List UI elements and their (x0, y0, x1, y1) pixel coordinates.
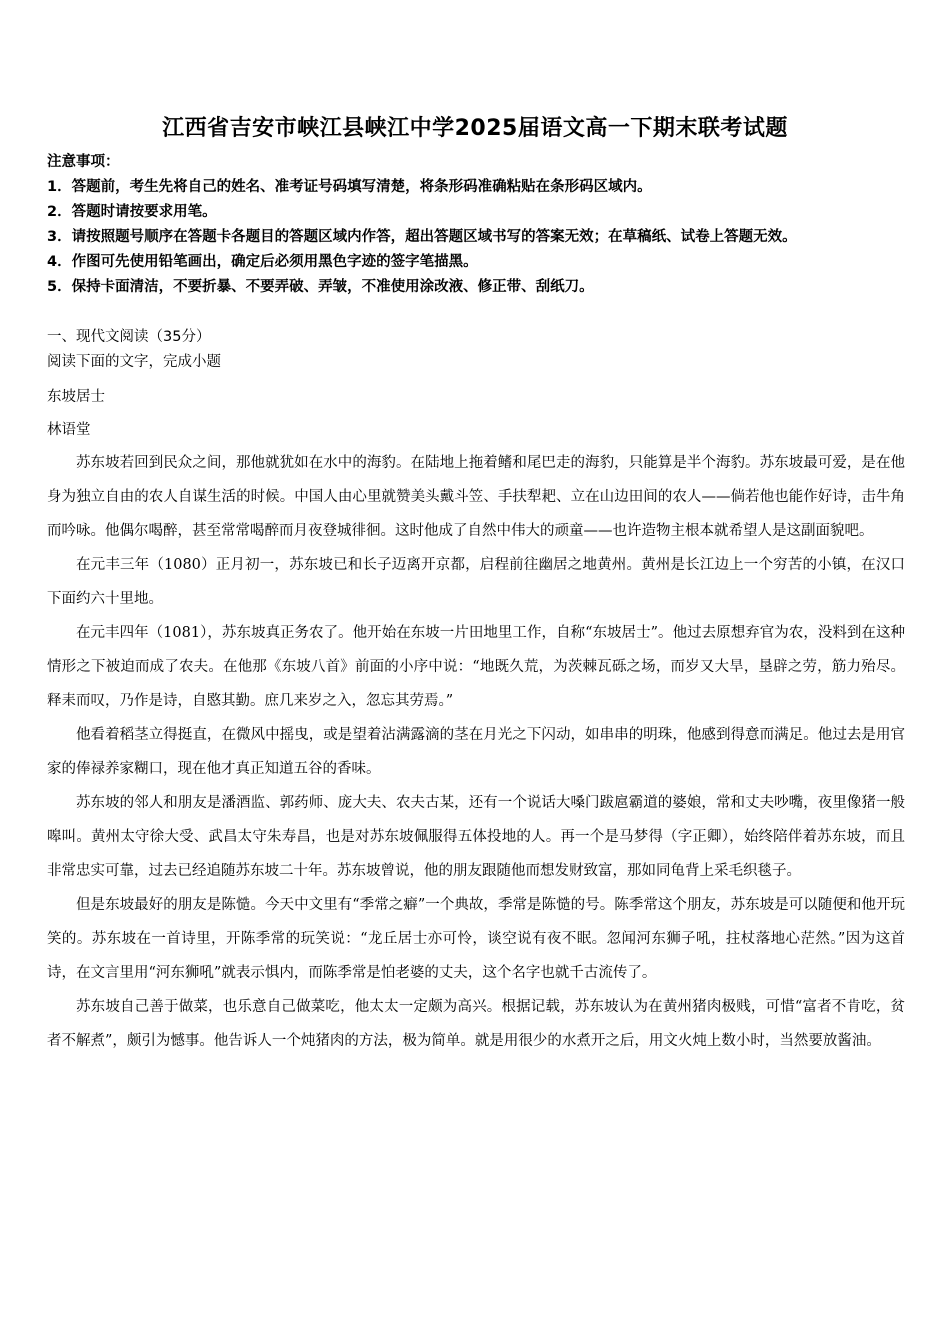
notice-item: 2．答题时请按要求用笔。 (47, 204, 217, 220)
section-instruction: 阅读下面的文字，完成小题 (47, 354, 221, 370)
article-paragraph: 在元丰四年（1081），苏东坡真正务农了。他开始在东坡一片田地里工作，自称“东坡居士”。他过去原想弃官为农，没料到在这种情形之下被迫而成了农夫。在他那《东坡八首》前面的小序中说：“地既久荒，为茨棘瓦砾之场，而岁又大旱，垦辟之劳，筋力殆尽。释耒而叹，乃作是诗，自愍其勤。庶几来岁之入，忽忘其劳焉。” (47, 625, 905, 709)
notice-item: 1．答题前，考生先将自己的姓名、准考证号码填写清楚，将条形码准确粘贴在条形码区域内。 (47, 179, 652, 195)
article-title: 东坡居士 (47, 389, 105, 405)
article-paragraph: 苏东坡自己善于做菜，也乐意自己做菜吃，他太太一定颇为高兴。根据记载，苏东坡认为在黄州猪肉极贱，可惜“富者不肯吃，贫者不解煮”，颇引为憾事。他告诉人一个炖猪肉的方法，极为简单。就是用很少的水煮开之后，用文火炖上数小时，当然要放酱油。 (47, 999, 905, 1049)
section-heading: 一、现代文阅读（35分） (47, 329, 211, 345)
article-author: 林语堂 (47, 422, 91, 438)
notice-item: 3．请按照题号顺序在答题卡各题目的答题区域内作答，超出答题区域书写的答案无效；在草稿纸、试卷上答题无效。 (47, 229, 797, 245)
article-paragraph: 苏东坡若回到民众之间，那他就犹如在水中的海豹。在陆地上拖着鳍和尾巴走的海豹，只能算是半个海豹。苏东坡最可爱，是在他身为独立自由的农人自谋生活的时候。中国人由心里就赞美头戴斗笠、手扶犁耙、立在山边田间的农人——倘若他也能作好诗，击牛角而吟咏。他偶尔喝醉，甚至常常喝醉而月夜登城徘徊。这时他成了自然中伟大的顽童——也许造物主根本就希望人是这副面貌吧。 (47, 455, 905, 539)
notice-item: 4．作图可先使用铅笔画出，确定后必须用黑色字迹的签字笔描黑。 (47, 254, 478, 270)
notice-heading: 注意事项： (47, 154, 120, 170)
notice-block (47, 150, 917, 300)
article-body (47, 446, 905, 1058)
page-title: 江西省吉安市峡江县峡江中学2025届语文高一下期末联考试题 (162, 116, 788, 141)
article-paragraph: 在元丰三年（1080）正月初一，苏东坡已和长子迈离开京都，启程前往幽居之地黄州。黄州是长江边上一个穷苦的小镇，在汉口下面约六十里地。 (47, 557, 905, 607)
notice-item: 5．保持卡面清洁，不要折暴、不要弄破、弄皱，不准使用涂改液、修正带、刮纸刀。 (47, 279, 594, 295)
article-paragraph: 他看着稻茎立得挺直，在微风中摇曳，或是望着沾满露滴的茎在月光之下闪动，如串串的明珠，他感到得意而满足。他过去是用官家的俸禄养家糊口，现在他才真正知道五谷的香味。 (47, 727, 905, 777)
article-paragraph: 但是东坡最好的朋友是陈慥。今天中文里有“季常之癖”一个典故，季常是陈慥的号。陈季常这个朋友，苏东坡是可以随便和他开玩笑的。苏东坡在一首诗里，开陈季常的玩笑说：“龙丘居士亦可怜，谈空说有夜不眠。忽闻河东狮子吼，拄杖落地心茫然。”因为这首诗，在文言里用“河东狮吼”就表示惧内，而陈季常是怕老婆的丈夫，这个名字也就千古流传了。 (47, 897, 905, 981)
article-paragraph: 苏东坡的邻人和朋友是潘酒监、郭药师、庞大夫、农夫古某，还有一个说话大嗓门跋扈霸道的婆娘，常和丈夫吵嘴，夜里像猪一般嗥叫。黄州太守徐大受、武昌太守朱寿昌，也是对苏东坡佩服得五体投地的人。再一个是马梦得（字正卿），始终陪伴着苏东坡，而且非常忠实可靠，过去已经追随苏东坡二十年。苏东坡曾说，他的朋友跟随他而想发财致富，那如同龟背上采毛织毯子。 (47, 795, 905, 879)
